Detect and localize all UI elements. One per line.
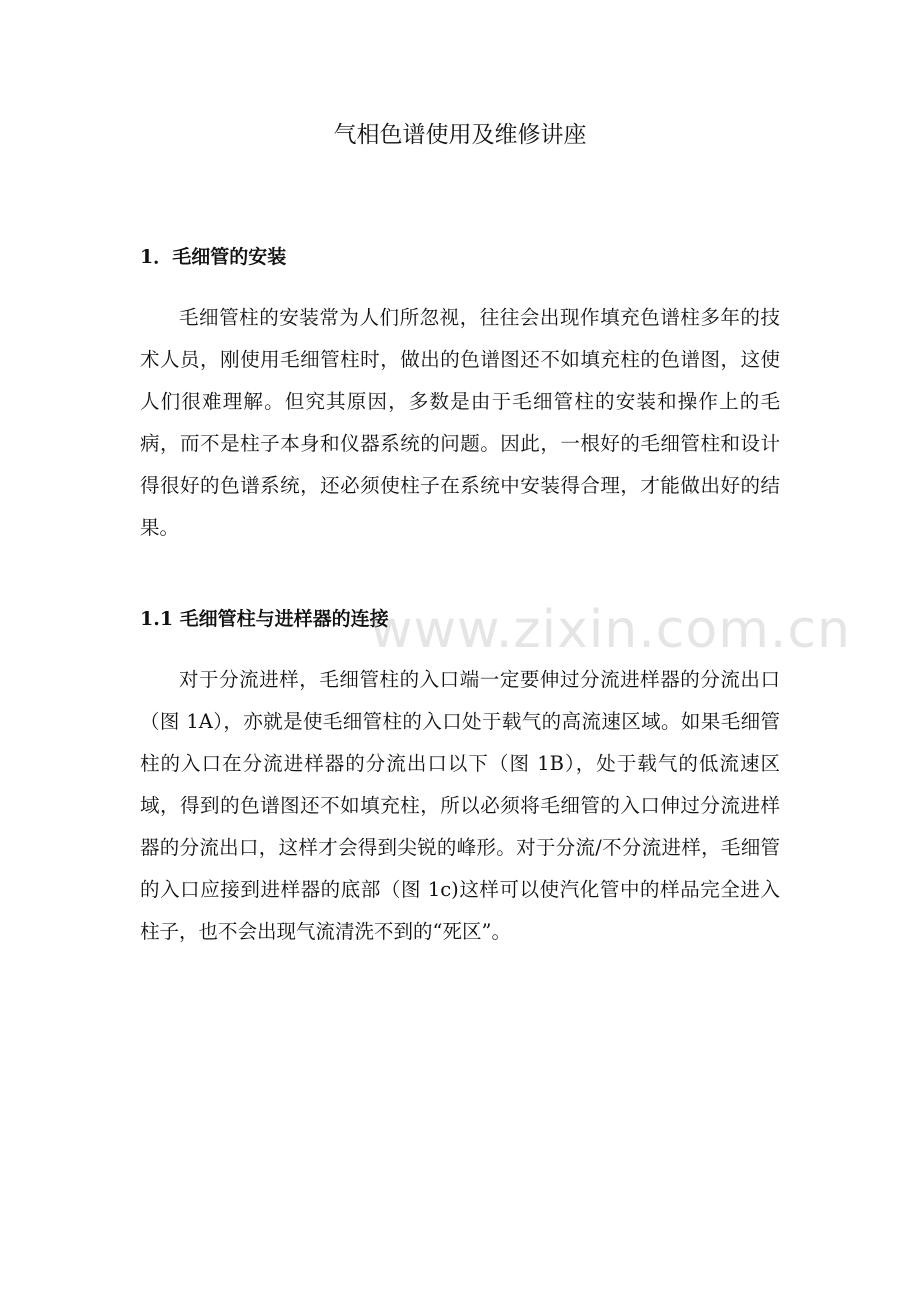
- watermark: www.zixin.com.cn: [370, 600, 851, 660]
- section-heading-1: 1．毛细管的安装: [140, 246, 287, 268]
- section-heading-1-1: 1.1 毛细管柱与进样器的连接: [140, 608, 389, 630]
- section-1-1-paragraph: 对于分流进样，毛细管柱的入口端一定要伸过分流进样器的分流出口（图 1A），亦就是使毛细管柱的入口处于载气的高流速区域。如果毛细管柱的入口在分流进样器的分流出口以下（图 1B），处于载气的低流速区域，得到的色谱图还不如填充柱，所以必须将毛细管的入口伸过分流进样器的分流出口，这样才会得到尖锐的峰形。对于分流/不分流进样，毛细管的入口应接到进样器的底部（图 1c)这样可以使汽化管中的样品完全进入柱子，也不会出现气流清洗不到的“死区”。: [140, 668, 780, 943]
- section-1-paragraph: 毛细管柱的安装常为人们所忽视，往往会出现作填充色谱柱多年的技术人员，刚使用毛细管柱时，做出的色谱图还不如填充柱的色谱图，这使人们很难理解。但究其原因，多数是由于毛细管柱的安装和操作上的毛病，而不是柱子本身和仪器系统的问题。因此，一根好的毛细管柱和设计得很好的色谱系统，还必须使柱子在系统中安装得合理，才能做出好的结果。: [140, 306, 780, 539]
- page-title: 气相色谱使用及维修讲座: [333, 122, 587, 148]
